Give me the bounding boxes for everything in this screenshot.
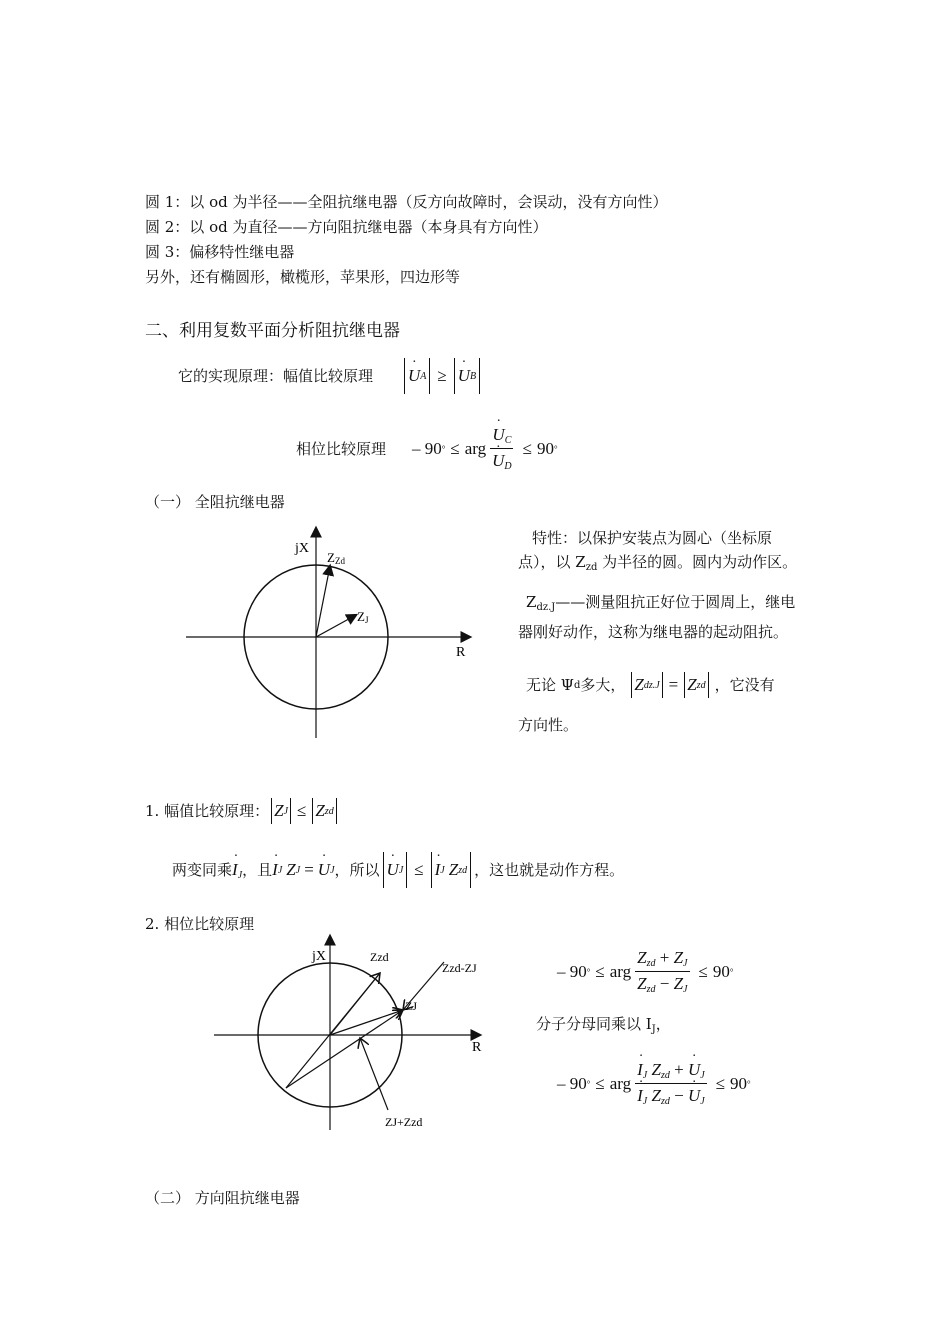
item-1-formula: Z J ≤ Z zd [269,798,339,824]
phase-formula-1: – 90 ° ≤ arg $\frac{Z_{zd} + Z_J}{Z_{zd} - Z_J}$ ≤ 90 ° [557,948,734,995]
circle-2-line: 圆 2：以 od 为直径——方向阻抗继电器（本身具有方向性） [145,218,548,236]
multiply-note: 分子分母同乘以 $I_J$， [536,1015,671,1035]
characteristic-paragraph-2: $Z_{dz.J}——$测量阻抗正好位于圆周上，继电器刚好动作，这称为继电器的起动阻抗。 [518,593,796,641]
circle-3-line: 圆 3：偏移特性继电器 [145,243,295,261]
zj-vector-2 [330,1010,403,1035]
phase-comparison-diagram [210,930,500,1135]
action-equation-line: 两变同乘 · $I_J$ ，且 · I J Z J = · U J ，所以 · U J ≤ · I J Z zd ，这也就是动作方程。 [172,852,624,888]
full-impedance-diagram [180,520,480,745]
item-1 [145,798,339,824]
r-label-2: R [472,1040,482,1055]
item-1-label: 1. 幅值比较原理： [145,802,270,820]
zj-plus-zzd-vector [286,1010,403,1088]
zdzj-eq-zzd: Z dz.J = Z zd [629,672,710,698]
phase-formula-2: – 90 ° ≤ arg · $I_J$ $Z_{zd}$ + · $U_J$ · $I_J$ $Z_{zd}$ − · $U_J$ ≤ 90 ° [557,1060,751,1107]
subsection-2-title: （二） 方向阻抗继电器 [145,1189,300,1207]
characteristic-paragraph-1: 特性：以保护安装点为圆心（坐标原点），以 $Z_{zd}$ 为半径的圆。圆内为动作区。 [518,529,798,573]
zj-vector [316,615,356,637]
zj-label: ZJ [357,609,369,625]
characteristic-paragraph-4: 方向性。 [518,716,579,734]
zzd-vector [316,566,330,637]
amplitude-formula: · U A ≥ · U B [401,358,483,394]
phase-formula: – 90 ° ≤ arg · $U_C$ · $U_D$ ≤ 90 ° [412,425,558,472]
amplitude-principle [178,358,483,394]
zj-plus-zzd-label: ZJ+Zzd [385,1115,423,1129]
circle-1-line: 圆 1：以 od 为半径——全阻抗继电器（反方向故障时，会误动，没有方向性） [145,193,668,211]
item-2-label: 2. 相位比较原理 [145,915,255,933]
neg-zj-to-zzd-line [286,973,380,1088]
characteristic-paragraph-3: 无论 Ψ d 多大， Z dz.J = Z zd ，它没有 [526,672,775,698]
subsection-1-title: （一） 全阻抗继电器 [145,493,285,511]
section-2-heading: 二、利用复数平面分析阻抗继电器 [145,321,400,341]
phase-label: 相位比较原理 [296,439,387,458]
jx-label: jX [295,541,309,556]
amplitude-label: 它的实现原理：幅值比较原理 [178,367,374,385]
jx-label-2: jX [312,949,326,964]
zzd-minus-zj-label: Zzd-ZJ [442,961,477,975]
r-label: R [456,645,466,660]
other-shapes-line: 另外，还有椭圆形，橄榄形，苹果形，四边形等 [145,268,461,286]
zzd-label-2: Zzd [370,950,389,964]
zzd-label: ZZd [327,550,345,566]
phase-principle [296,425,558,472]
zj-label-2: ZJ [405,999,417,1013]
